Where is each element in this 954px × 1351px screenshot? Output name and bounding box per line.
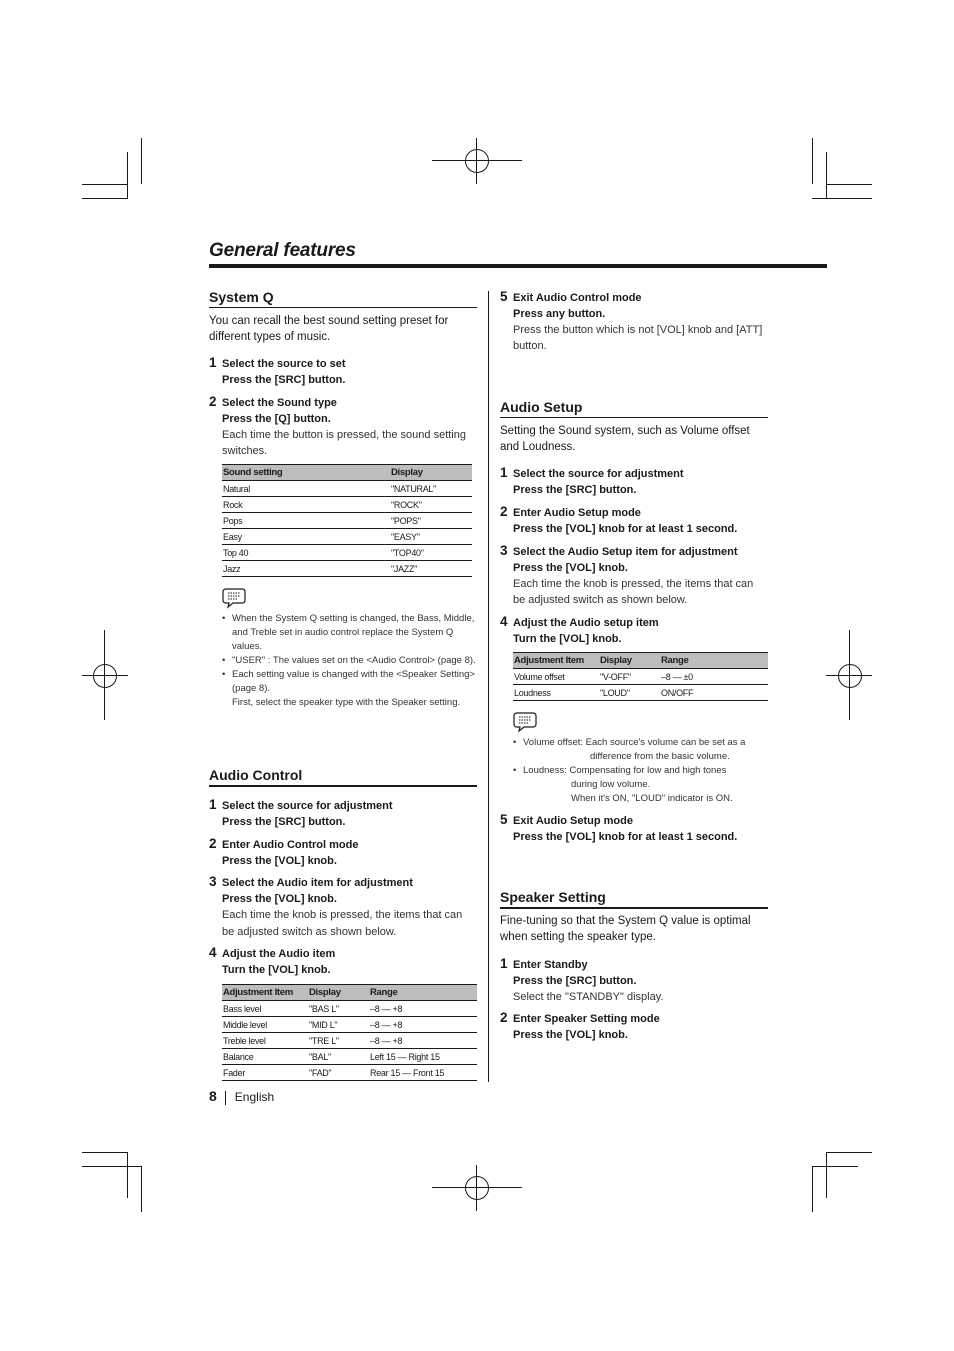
step-title: Select the source for adjustment xyxy=(513,468,684,480)
step-action: Press the [VOL] knob for at least 1 second. xyxy=(513,831,738,843)
table-row xyxy=(222,561,472,577)
page-title: General features xyxy=(209,240,356,261)
step-title: Enter Speaker Setting mode xyxy=(513,1013,660,1025)
step-title: Select the Audio Setup item for adjustment xyxy=(513,546,738,558)
step-title: Exit Audio Control mode xyxy=(513,292,642,304)
table-header: Adjustment Item xyxy=(513,653,599,669)
step-action: Press the [VOL] knob for at least 1 second. xyxy=(513,523,738,535)
table-cell: –8 — ±0 xyxy=(660,669,768,685)
note-text: difference from the basic volume. xyxy=(590,751,730,762)
note-icon xyxy=(513,711,537,733)
step xyxy=(500,813,768,845)
column-divider xyxy=(488,291,489,1082)
step-description: Each time the knob is pressed, the items that can be adjusted switch as shown below. xyxy=(513,578,754,606)
table-cell: Rock xyxy=(222,497,390,513)
step-number: 5 xyxy=(500,289,508,304)
step-title: Select the Audio item for adjustment xyxy=(222,877,413,889)
step-title: Enter Audio Control mode xyxy=(222,839,359,851)
step-number: 5 xyxy=(500,812,508,827)
table-cell: "FAD" xyxy=(308,1065,369,1081)
step-description: Press the button which is not [VOL] knob and [ATT] button. xyxy=(513,324,763,352)
table-cell: "MID L" xyxy=(308,1017,369,1033)
note-text: during low volume. xyxy=(571,779,651,790)
step xyxy=(209,395,477,459)
page-number: 8 xyxy=(209,1088,217,1104)
table-row xyxy=(222,1001,477,1017)
table-row xyxy=(222,529,472,545)
table-cell: –8 — +8 xyxy=(369,1017,477,1033)
table-header: Display xyxy=(308,985,369,1001)
step xyxy=(500,957,768,1005)
step xyxy=(500,466,768,498)
step xyxy=(209,946,477,978)
step-action: Press the [VOL] knob. xyxy=(513,562,628,574)
sound-setting-table xyxy=(222,464,472,577)
note-text: Loudness: Compensating for low and high tones xyxy=(523,765,727,776)
step-action: Press the [Q] button. xyxy=(222,413,331,425)
step xyxy=(209,356,477,388)
table-cell: ON/OFF xyxy=(660,685,768,701)
step xyxy=(209,875,477,941)
table-header: Range xyxy=(369,985,477,1001)
table-cell: "V-OFF" xyxy=(599,669,660,685)
table-row xyxy=(222,481,472,497)
table-row xyxy=(222,1017,477,1033)
step-title: Exit Audio Setup mode xyxy=(513,815,633,827)
section-title: Audio Control xyxy=(209,766,477,787)
table-header: Sound setting xyxy=(222,465,390,481)
audio-setup-table xyxy=(513,652,768,701)
step-title: Adjust the Audio setup item xyxy=(513,617,659,629)
speaker-setting-section xyxy=(500,888,768,945)
page-footer xyxy=(209,1088,274,1105)
step-number: 2 xyxy=(209,836,217,851)
step-description: Select the "STANDBY" display. xyxy=(513,991,664,1003)
system-q-section xyxy=(209,288,477,345)
step-title: Select the source for adjustment xyxy=(222,800,393,812)
table-cell: Balance xyxy=(222,1049,308,1065)
table-cell: Easy xyxy=(222,529,390,545)
section-intro: Setting the Sound system, such as Volume offset and Loudness. xyxy=(500,425,750,453)
section-title: Audio Setup xyxy=(500,398,768,418)
step-number: 1 xyxy=(500,956,508,971)
step-action: Press the [SRC] button. xyxy=(513,484,637,496)
step xyxy=(500,290,768,354)
table-cell: "LOUD" xyxy=(599,685,660,701)
step-title: Select the Sound type xyxy=(222,397,337,409)
note-item xyxy=(222,668,477,710)
step-number: 3 xyxy=(209,874,217,889)
step xyxy=(500,544,768,608)
step xyxy=(500,615,768,647)
table-cell: "EASY" xyxy=(390,529,472,545)
step xyxy=(209,837,477,869)
table-cell: Fader xyxy=(222,1065,308,1081)
note-text: First, select the speaker type with the Speaker setting. xyxy=(232,697,461,708)
table-cell: Top 40 xyxy=(222,545,390,561)
title-rule xyxy=(209,264,827,268)
step-description: Each time the knob is pressed, the items that can be adjusted switch as shown below. xyxy=(222,909,463,938)
step-action: Press the [VOL] knob. xyxy=(222,893,337,905)
step-number: 4 xyxy=(209,945,217,960)
table-cell: "POPS" xyxy=(390,513,472,529)
step-number: 2 xyxy=(209,394,217,409)
notes-block xyxy=(222,587,477,710)
table-cell: "TRE L" xyxy=(308,1033,369,1049)
step-title: Enter Standby xyxy=(513,959,588,971)
step-action: Press the [VOL] knob. xyxy=(513,1029,628,1041)
step-title: Enter Audio Setup mode xyxy=(513,507,641,519)
note-item xyxy=(222,612,477,654)
note-text: Volume offset: Each source's volume can be set as a xyxy=(523,737,746,748)
step-number: 2 xyxy=(500,1010,508,1025)
table-header: Display xyxy=(599,653,660,669)
table-row xyxy=(222,545,472,561)
table-row xyxy=(222,497,472,513)
step-number: 3 xyxy=(500,543,508,558)
step-description: Each time the button is pressed, the sound setting switches. xyxy=(222,429,466,457)
table-cell: –8 — +8 xyxy=(369,1033,477,1049)
table-header: Display xyxy=(390,465,472,481)
table-row xyxy=(222,513,472,529)
notes-block xyxy=(513,711,768,806)
table-row xyxy=(513,685,768,701)
section-intro: Fine-tuning so that the System Q value is optimal when setting the speaker type. xyxy=(500,915,751,943)
audio-setup-section xyxy=(500,398,768,455)
step-action: Press the [SRC] button. xyxy=(222,374,346,386)
step-number: 2 xyxy=(500,504,508,519)
note-text: When it's ON, "LOUD" indicator is ON. xyxy=(571,793,733,804)
table-cell: "BAL" xyxy=(308,1049,369,1065)
table-row xyxy=(222,1065,477,1081)
table-row xyxy=(222,1033,477,1049)
table-cell: "BAS L" xyxy=(308,1001,369,1017)
step-action: Turn the [VOL] knob. xyxy=(222,964,331,976)
step-action: Press the [VOL] knob. xyxy=(222,855,337,867)
table-cell: –8 — +8 xyxy=(369,1001,477,1017)
step-number: 1 xyxy=(500,465,508,480)
step-action: Press the [SRC] button. xyxy=(513,975,637,987)
section-title: Speaker Setting xyxy=(500,888,768,909)
table-cell: Loudness xyxy=(513,685,599,701)
language-label: English xyxy=(234,1090,275,1104)
table-cell: Rear 15 — Front 15 xyxy=(369,1065,477,1081)
step-action: Press any button. xyxy=(513,308,606,320)
table-cell: "ROCK" xyxy=(390,497,472,513)
table-cell: Bass level xyxy=(222,1001,308,1017)
step-action: Turn the [VOL] knob. xyxy=(513,633,622,645)
table-cell: Treble level xyxy=(222,1033,308,1049)
table-cell: Middle level xyxy=(222,1017,308,1033)
section-title: System Q xyxy=(209,288,477,308)
audio-control-section xyxy=(209,766,477,787)
table-cell: "TOP40" xyxy=(390,545,472,561)
step-number: 4 xyxy=(500,614,508,629)
table-cell: Pops xyxy=(222,513,390,529)
table-row xyxy=(513,669,768,685)
step-number: 1 xyxy=(209,355,217,370)
table-cell: Jazz xyxy=(222,561,390,577)
table-row xyxy=(222,1049,477,1065)
table-cell: "NATURAL" xyxy=(390,481,472,497)
section-intro: You can recall the best sound setting preset for different types of music. xyxy=(209,315,449,343)
step xyxy=(209,798,477,830)
step xyxy=(500,505,768,537)
note-icon xyxy=(222,587,246,609)
table-cell: Volume offset xyxy=(513,669,599,685)
table-header: Range xyxy=(660,653,768,669)
step-title: Adjust the Audio item xyxy=(222,948,336,960)
table-cell: Natural xyxy=(222,481,390,497)
table-header: Adjustment Item xyxy=(222,985,308,1001)
audio-control-table xyxy=(222,984,477,1081)
note-text: "USER" : The values set on the <Audio Control> (page 8). xyxy=(232,655,476,666)
note-item xyxy=(222,654,477,668)
step-number: 1 xyxy=(209,797,217,812)
note-text: When the System Q setting is changed, the Bass, Middle, and Treble set in audio control replace the System Q values. xyxy=(232,613,475,652)
note-item xyxy=(513,764,768,806)
step xyxy=(500,1011,768,1043)
note-item xyxy=(513,736,768,764)
step-action: Press the [SRC] button. xyxy=(222,816,346,828)
table-cell: "JAZZ" xyxy=(390,561,472,577)
step-title: Select the source to set xyxy=(222,358,346,370)
table-cell: Left 15 — Right 15 xyxy=(369,1049,477,1065)
footer-divider xyxy=(225,1091,226,1105)
note-text: Each setting value is changed with the <Speaker Setting> (page 8). xyxy=(232,669,475,694)
